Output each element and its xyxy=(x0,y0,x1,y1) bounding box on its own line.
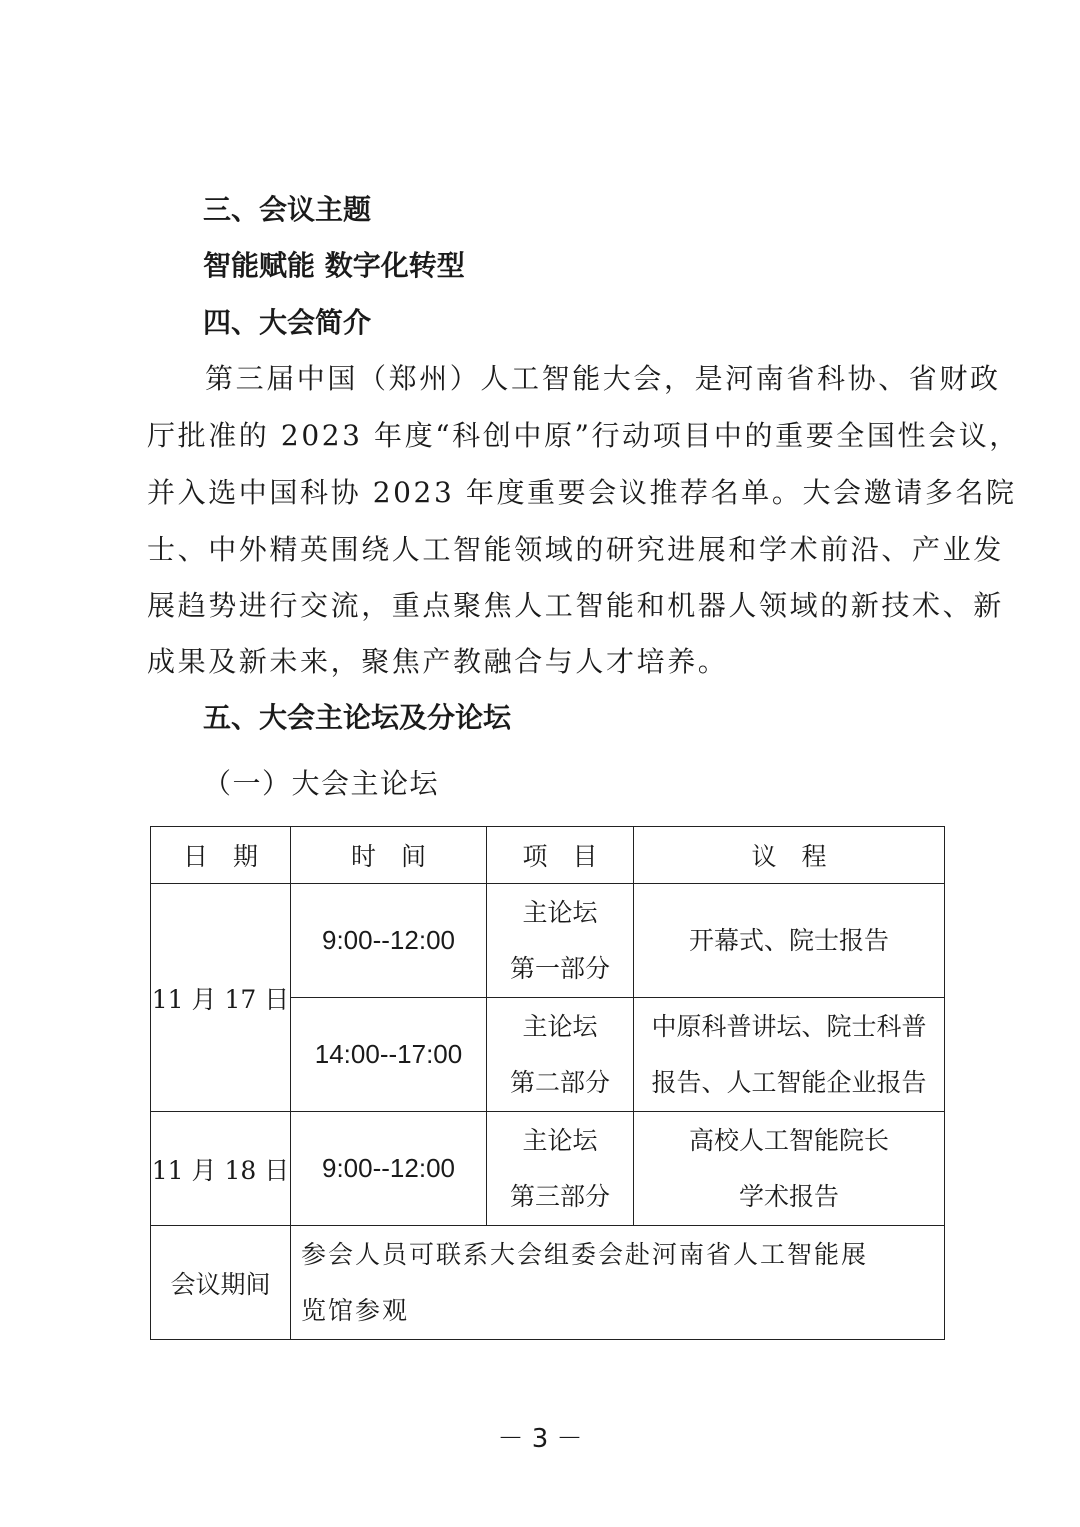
agenda-line: 报告、人工智能企业报告 xyxy=(651,1067,927,1097)
section-5-subtitle: （一）大会主论坛 xyxy=(203,767,440,800)
item-line: 主论坛 xyxy=(522,1011,598,1041)
section-3-body: 智能赋能 数字化转型 xyxy=(203,249,465,282)
section-3-title: 三、会议主题 xyxy=(203,193,372,226)
note-cell xyxy=(291,1226,945,1340)
intro-line: 并入选中国科协 2023 年度重要会议推荐名单。大会邀请多名院 xyxy=(147,476,1017,509)
item-line: 第三部分 xyxy=(509,1181,610,1211)
agenda-line: 高校人工智能院长 xyxy=(688,1125,889,1155)
agenda-line: 开幕式、院士报告 xyxy=(688,925,889,955)
intro-line: 厅批准的 2023 年度“科创中原”行动项目中的重要全国性会议， xyxy=(147,419,1020,452)
agenda-line: 学术报告 xyxy=(738,1181,839,1211)
agenda-cell xyxy=(634,998,945,1112)
time-cell: 9:00--12:00 xyxy=(291,884,487,998)
item-line: 主论坛 xyxy=(522,1125,598,1155)
table-row xyxy=(151,884,945,998)
item-line: 第二部分 xyxy=(509,1067,610,1097)
schedule-table xyxy=(150,826,945,1340)
header-date: 日 期 xyxy=(151,827,291,884)
note-line: 览馆参观 xyxy=(301,1295,410,1325)
intro-line: 展趋势进行交流，重点聚焦人工智能和机器人领域的新技术、新 xyxy=(147,589,1004,622)
section-4-title: 四、大会简介 xyxy=(203,306,372,339)
header-item: 项 目 xyxy=(487,827,634,884)
date-cell: 11 月 18 日 xyxy=(151,1112,291,1226)
note-line: 参会人员可联系大会组委会赴河南省人工智能展 xyxy=(301,1239,869,1269)
header-agenda: 议 程 xyxy=(634,827,945,884)
table-row xyxy=(151,1226,945,1340)
date-cell: 11 月 17 日 xyxy=(151,884,291,1112)
intro-line: 成果及新未来，聚焦产教融合与人才培养。 xyxy=(147,645,729,678)
intro-line: 士、中外精英围绕人工智能领域的研究进展和学术前沿、产业发 xyxy=(147,533,1004,566)
agenda-line: 中原科普讲坛、院士科普 xyxy=(651,1011,927,1041)
item-cell xyxy=(487,998,634,1112)
agenda-cell xyxy=(634,1112,945,1226)
item-line: 主论坛 xyxy=(522,897,598,927)
time-cell: 9:00--12:00 xyxy=(291,1112,487,1226)
intro-line: 第三届中国（郑州）人工智能大会，是河南省科协、省财政 xyxy=(205,362,1001,395)
item-cell xyxy=(487,1112,634,1226)
time-cell: 14:00--17:00 xyxy=(291,998,487,1112)
page-number: － 3 － xyxy=(497,1424,583,1454)
item-cell xyxy=(487,884,634,998)
header-time: 时 间 xyxy=(291,827,487,884)
table-header-row xyxy=(151,827,945,884)
note-label-cell: 会议期间 xyxy=(151,1226,291,1340)
section-5-title: 五、大会主论坛及分论坛 xyxy=(203,701,512,734)
item-line: 第一部分 xyxy=(509,953,610,983)
table-row xyxy=(151,1112,945,1226)
agenda-cell xyxy=(634,884,945,998)
